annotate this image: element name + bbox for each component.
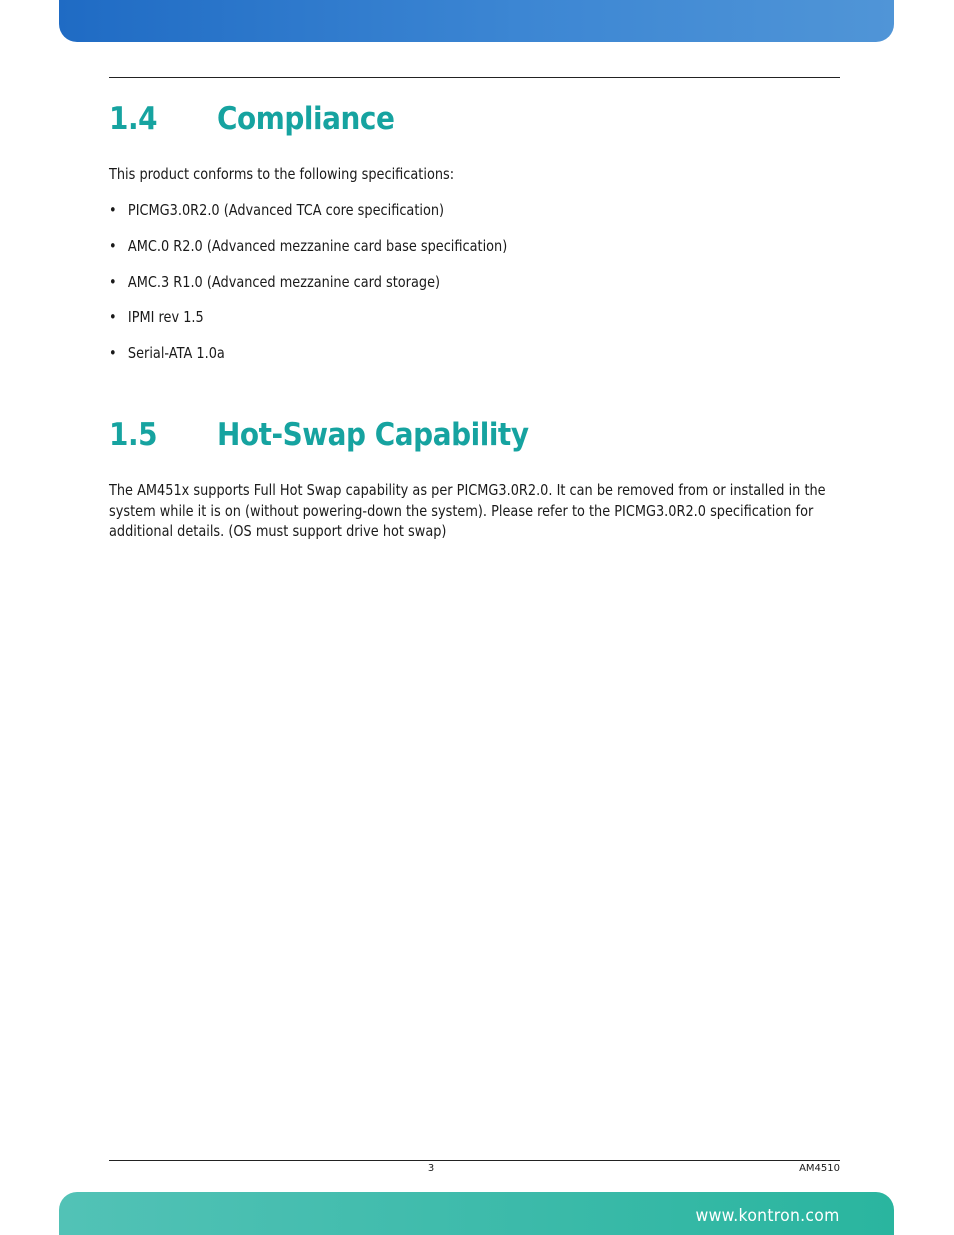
section-title: Compliance: [217, 101, 395, 137]
compliance-intro: This product conforms to the following specifications:: [109, 165, 455, 183]
website-link[interactable]: www.kontron.com: [695, 1206, 840, 1226]
footer-banner: [59, 1192, 894, 1235]
bullet-icon: •: [109, 236, 117, 255]
list-item-text: AMC.3 R1.0 (Advanced mezzanine card storage): [127, 272, 441, 291]
bullet-icon: •: [109, 344, 117, 363]
bullet-icon: •: [109, 201, 117, 219]
list-item: [109, 200, 507, 236]
section-heading-compliance: [109, 99, 394, 139]
list-item: [109, 236, 507, 272]
page-number: 3: [427, 1163, 435, 1174]
compliance-spec-list: [109, 200, 572, 379]
section-number: 1.5: [109, 417, 158, 453]
hot-swap-paragraph: The AM451x supports Full Hot Swap capability as per PICMG3.0R2.0. It can be removed from or installed in the system while it is on (without powering-down the system). Please refer to the PICMG3.0R2.0 specification for additional details. (OS must support drive hot swap): [109, 481, 826, 540]
document-code: AM4510: [799, 1163, 840, 1174]
list-item: [109, 272, 507, 308]
footer-rule: [109, 1160, 840, 1161]
section-heading-hot-swap: [109, 415, 529, 455]
section-number: 1.4: [109, 101, 158, 137]
bullet-icon: •: [109, 308, 117, 327]
header-rule: [109, 77, 840, 78]
list-item-text: IPMI rev 1.5: [127, 308, 204, 327]
list-item: [109, 343, 507, 379]
section-title: Hot-Swap Capability: [217, 417, 529, 453]
header-banner: [59, 0, 894, 42]
list-item: [109, 307, 507, 343]
bullet-icon: •: [109, 272, 117, 291]
list-item-text: Serial-ATA 1.0a: [127, 344, 225, 363]
list-item-text: AMC.0 R2.0 (Advanced mezzanine card base specification): [127, 236, 508, 255]
list-item-text: PICMG3.0R2.0 (Advanced TCA core specification): [127, 201, 445, 219]
